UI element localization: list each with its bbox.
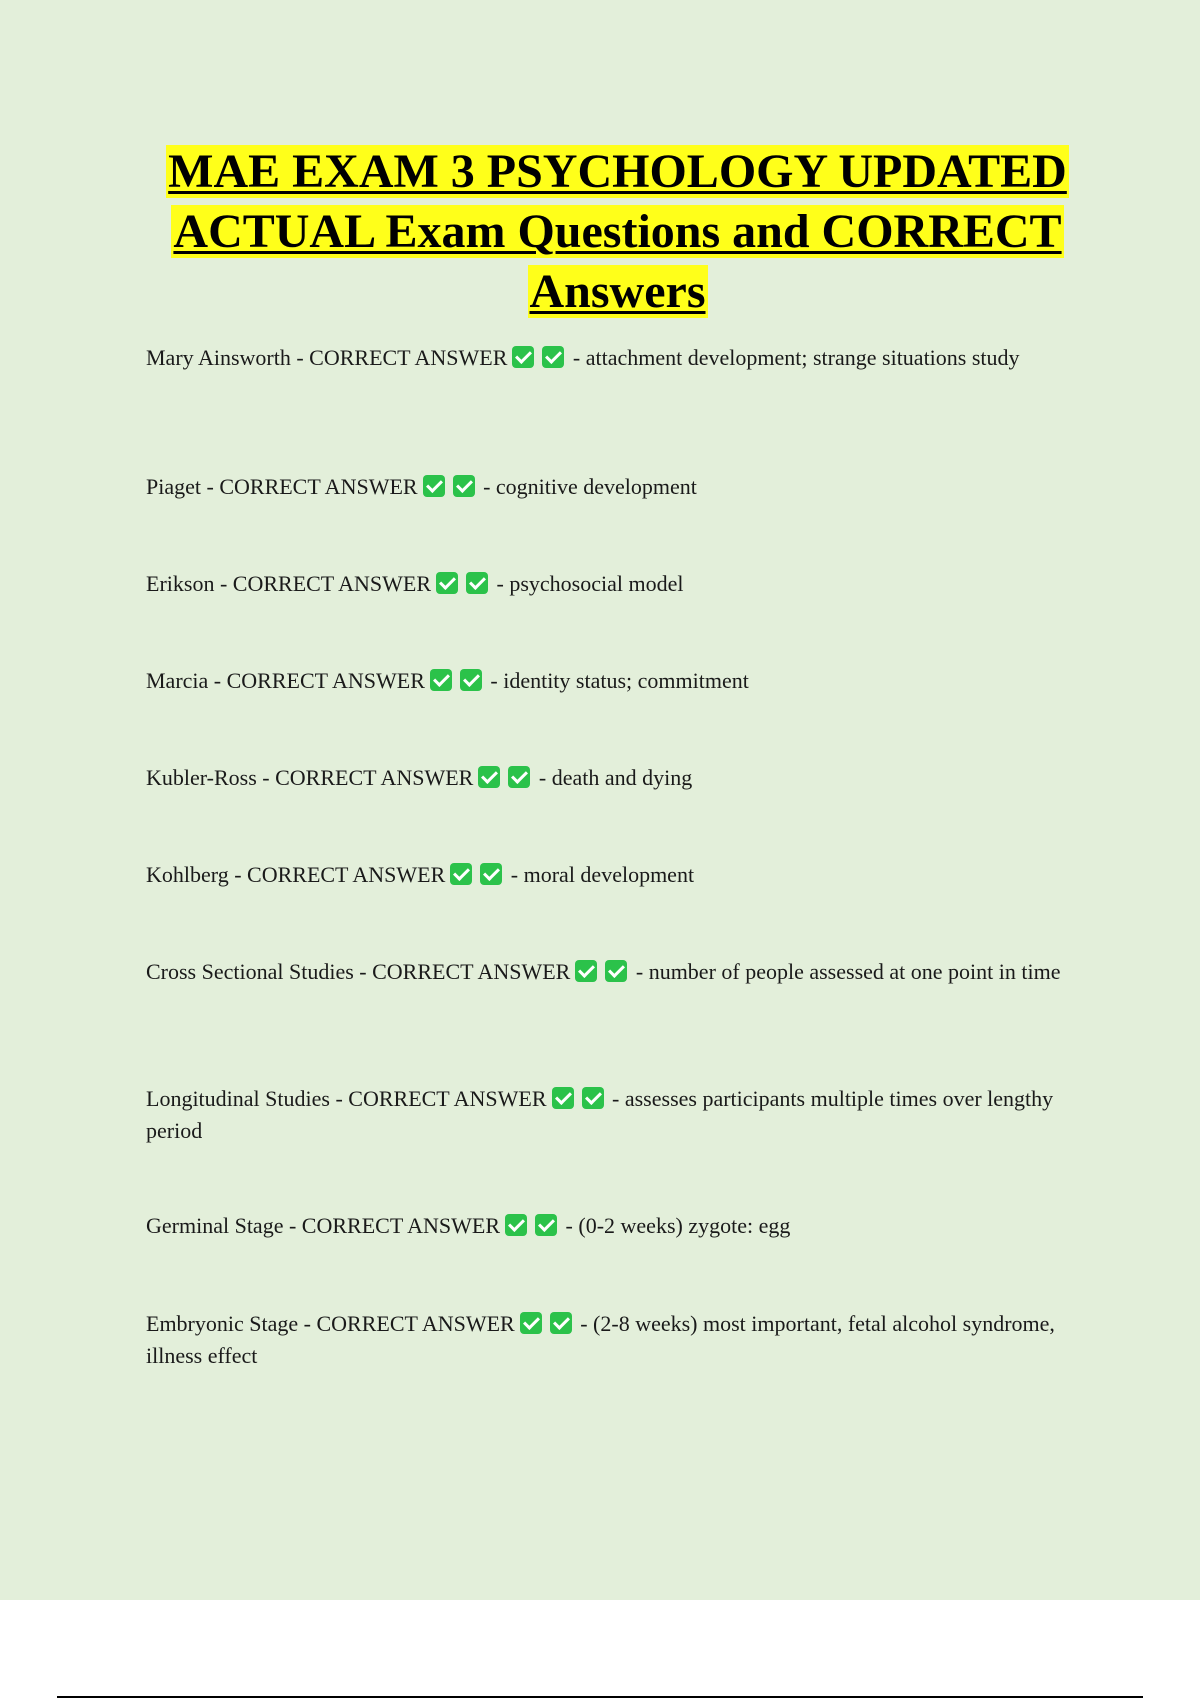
entry-answer: (0-2 weeks) zygote: egg: [578, 1213, 791, 1238]
qa-entry: [146, 1308, 1076, 1372]
green-checkmark-icon: [453, 475, 475, 497]
entry-answer-label: CORRECT ANSWER: [219, 474, 418, 499]
qa-entry: [146, 762, 1076, 794]
green-checkmark-icon: [520, 1312, 542, 1334]
entry-answer-label: CORRECT ANSWER: [309, 345, 508, 370]
entry-separator: -: [477, 474, 496, 499]
entry-separator: -: [283, 1213, 302, 1238]
green-checkmark-icon: [508, 766, 530, 788]
qa-entry: [146, 665, 1076, 697]
green-checkmark-icon: [535, 1214, 557, 1236]
qa-entry: [146, 568, 1076, 600]
qa-entry: [146, 1210, 1076, 1242]
green-checkmark-icon: [582, 1087, 604, 1109]
entry-separator: -: [214, 571, 233, 596]
document-title: [140, 142, 1095, 322]
entry-term: Erikson: [146, 571, 215, 596]
qa-entry: [146, 956, 1076, 988]
entry-answer: attachment development; strange situations study: [585, 345, 1020, 370]
green-checkmark-icon: [550, 1312, 572, 1334]
entry-separator: -: [533, 765, 552, 790]
entry-separator: -: [606, 1086, 625, 1111]
entry-separator: -: [630, 959, 649, 984]
qa-entry: [146, 859, 1076, 891]
green-checkmark-icon: [512, 346, 534, 368]
entry-answer: psychosocial model: [509, 571, 684, 596]
green-checkmark-icon: [480, 863, 502, 885]
entry-separator: -: [505, 862, 524, 887]
green-checkmark-icon: [436, 572, 458, 594]
entry-answer-label: CORRECT ANSWER: [232, 571, 432, 596]
entry-term: Embryonic Stage: [146, 1311, 299, 1336]
green-checkmark-icon: [423, 475, 445, 497]
entry-separator: -: [484, 668, 504, 693]
entry-term: Longitudinal Studies: [146, 1086, 330, 1111]
entry-answer: cognitive development: [495, 474, 697, 499]
entry-answer: assesses participants multiple times over lengthy period: [146, 1086, 1054, 1143]
entry-separator: -: [228, 862, 248, 887]
entry-answer-label: CORRECT ANSWER: [372, 959, 571, 984]
entry-separator: -: [560, 1213, 579, 1238]
entry-answer: death and dying: [551, 765, 693, 790]
entry-separator: -: [574, 1311, 594, 1336]
qa-entry: [146, 342, 1076, 374]
entry-term: Marcia: [146, 668, 209, 693]
green-checkmark-icon: [575, 960, 597, 982]
entry-separator: -: [208, 668, 227, 693]
entry-separator: -: [290, 345, 310, 370]
entry-separator: -: [567, 345, 586, 370]
entry-separator: -: [329, 1086, 349, 1111]
entry-answer-label: CORRECT ANSWER: [226, 668, 425, 693]
entry-answer: identity status; commitment: [503, 668, 749, 693]
entry-answer-label: CORRECT ANSWER: [301, 1213, 501, 1238]
entry-answer-label: CORRECT ANSWER: [247, 862, 446, 887]
green-checkmark-icon: [605, 960, 627, 982]
entry-answer-label: CORRECT ANSWER: [275, 765, 474, 790]
entry-answer: (2-8 weeks) most important, fetal alcohol syndrome, illness effect: [146, 1311, 1055, 1368]
entry-term: Germinal Stage: [146, 1213, 284, 1238]
entry-term: Kohlberg: [146, 862, 229, 887]
entry-separator: -: [298, 1311, 317, 1336]
title-text: MAE EXAM 3 PSYCHOLOGY UPDATED ACTUAL Exam Questions and CORRECT Answers: [168, 145, 1067, 318]
entry-separator: -: [256, 765, 276, 790]
green-checkmark-icon: [552, 1087, 574, 1109]
green-checkmark-icon: [542, 346, 564, 368]
entry-term: Mary Ainsworth: [146, 345, 291, 370]
green-checkmark-icon: [505, 1214, 527, 1236]
entry-separator: -: [353, 959, 373, 984]
entry-term: Piaget: [146, 474, 201, 499]
entry-answer: number of people assessed at one point in time: [648, 959, 1061, 984]
footer-divider: [57, 1696, 1143, 1698]
green-checkmark-icon: [430, 669, 452, 691]
entry-separator: -: [491, 571, 510, 596]
entry-answer-label: CORRECT ANSWER: [316, 1311, 515, 1336]
qa-entry: [146, 1083, 1076, 1147]
green-checkmark-icon: [450, 863, 472, 885]
entry-term: Cross Sectional Studies: [146, 959, 354, 984]
entry-term: Kubler-Ross: [146, 765, 257, 790]
entry-answer: moral development: [523, 862, 695, 887]
green-checkmark-icon: [478, 766, 500, 788]
entry-separator: -: [201, 474, 220, 499]
green-checkmark-icon: [466, 572, 488, 594]
green-checkmark-icon: [460, 669, 482, 691]
entry-answer-label: CORRECT ANSWER: [348, 1086, 547, 1111]
qa-entry: [146, 471, 1076, 503]
